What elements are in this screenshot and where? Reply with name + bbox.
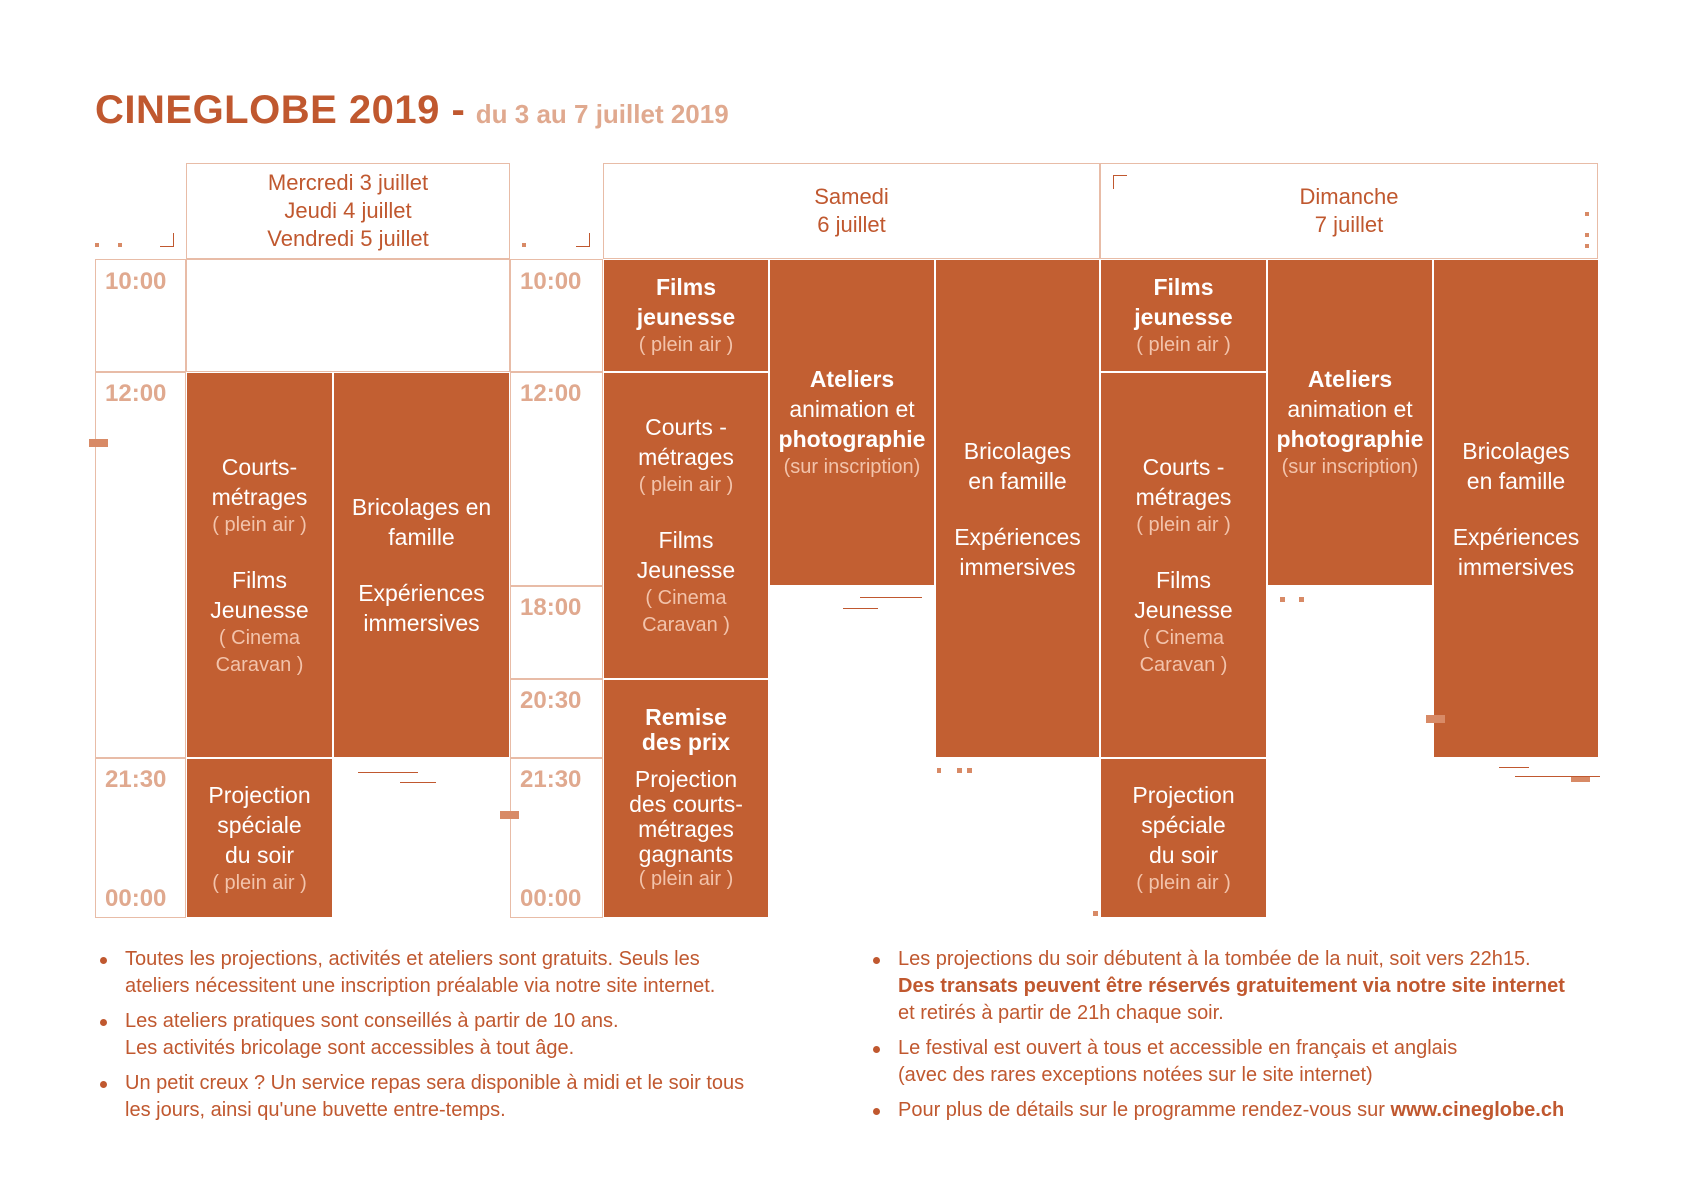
event-note: Caravan ) xyxy=(1139,653,1228,676)
note-text: Le festival est ouvert à tous et accessible en français et anglais xyxy=(898,1037,1458,1059)
decor-dot xyxy=(1280,597,1285,602)
note-text: les jours, ainsi qu'une buvette entre-temps. xyxy=(125,1099,506,1121)
decor-line xyxy=(1499,767,1529,768)
note-item xyxy=(95,1070,830,1124)
event-ateliers xyxy=(1267,259,1433,586)
event-title: Courts - xyxy=(645,414,727,440)
event-note: (sur inscription) xyxy=(1281,456,1419,478)
event-title: en famille xyxy=(1466,467,1566,494)
event-title: du soir xyxy=(224,841,295,868)
event-title: gagnants xyxy=(638,841,734,867)
event-note: ( plein air ) xyxy=(638,334,734,356)
note-text: (avec des rares exceptions notées sur le site internet) xyxy=(898,1064,1373,1086)
time-label: 21:30 xyxy=(520,766,582,793)
event-title: photographie xyxy=(1276,426,1424,452)
decor-line xyxy=(860,597,922,598)
decor-line xyxy=(400,782,436,783)
event-title: animation et xyxy=(789,396,915,422)
event-note: ( plein air ) xyxy=(212,513,307,536)
header-day: Samedi xyxy=(814,184,889,209)
event-title: Bricolages xyxy=(963,437,1072,464)
website-link[interactable]: www.cineglobe.ch xyxy=(1390,1099,1565,1121)
header-weekdays xyxy=(186,163,510,259)
event-title: Ateliers xyxy=(1307,366,1393,392)
event-courts-metrages xyxy=(186,372,333,758)
decor-dot xyxy=(1299,597,1304,602)
event-remise-des-prix xyxy=(603,679,769,918)
note-text-bold: Des transats peuvent être réservés gratuitement via notre site internet xyxy=(898,975,1565,997)
event-title: Bricolages en xyxy=(351,494,492,520)
event-title: animation et xyxy=(1287,396,1413,422)
title-main: CINEGLOBE 2019 - xyxy=(95,88,466,132)
time-slot xyxy=(95,372,186,758)
note-text: Pour plus de détails sur le programme rendez-vous sur xyxy=(898,1099,1385,1121)
event-note: ( plein air ) xyxy=(212,871,307,894)
time-label: 12:00 xyxy=(105,380,167,407)
event-note: ( plein air ) xyxy=(1136,871,1231,894)
event-title: Projection xyxy=(208,781,311,808)
event-title: Projection xyxy=(1132,781,1235,808)
note-text: et retirés à partir de 21h chaque soir. xyxy=(898,1002,1224,1024)
event-title: photographie xyxy=(778,426,926,452)
header-day: Vendredi 5 juillet xyxy=(267,226,429,251)
event-title: métrages xyxy=(638,444,734,470)
decor-dot xyxy=(937,768,941,773)
event-title: métrages xyxy=(1135,483,1232,510)
event-title: Expériences xyxy=(954,523,1081,550)
note-text: Les ateliers pratiques sont conseillés à partir de 10 ans. xyxy=(125,1010,619,1032)
notes-right xyxy=(868,946,1600,1132)
event-title: Films xyxy=(232,566,287,593)
event-title: Jeunesse xyxy=(210,596,309,623)
event-title: immersives xyxy=(1457,553,1575,580)
time-label: 10:00 xyxy=(520,268,582,295)
note-item xyxy=(868,946,1600,1027)
event-title: Films xyxy=(1156,566,1211,593)
decor-line xyxy=(1515,776,1600,777)
time-label: 18:00 xyxy=(520,594,582,621)
event-title: Expériences xyxy=(1452,523,1580,550)
event-note: ( Cinema xyxy=(218,626,301,649)
event-projection-speciale xyxy=(186,758,333,918)
event-note: (sur inscription) xyxy=(783,456,921,478)
empty-slot xyxy=(186,259,510,372)
event-courts-metrages xyxy=(603,372,769,679)
event-title: Films jeunesse xyxy=(636,274,736,330)
event-note: ( plein air ) xyxy=(1136,334,1231,356)
time-label: 00:00 xyxy=(105,885,167,912)
event-title: Films jeunesse xyxy=(1134,274,1233,330)
decor-bar xyxy=(1426,715,1445,723)
header-day: Mercredi 3 juillet xyxy=(267,170,429,195)
event-title: Jeunesse xyxy=(636,557,736,583)
event-title: spéciale xyxy=(1141,811,1226,838)
event-note: ( Cinema xyxy=(1142,626,1225,649)
event-title: immersives xyxy=(363,610,480,636)
decor-dot xyxy=(957,768,962,773)
event-title: Courts- xyxy=(221,453,298,480)
event-title: en famille xyxy=(968,467,1067,494)
event-title: Expériences xyxy=(358,580,485,606)
decor-dot xyxy=(522,243,526,247)
time-label: 00:00 xyxy=(520,885,582,912)
time-label: 21:30 xyxy=(105,766,167,793)
header-sunday xyxy=(1100,163,1598,259)
event-title: immersives xyxy=(959,553,1076,580)
event-note: ( plein air ) xyxy=(1136,513,1231,536)
event-bricolages xyxy=(935,259,1100,758)
time-label: 20:30 xyxy=(520,687,582,714)
decor-corner xyxy=(160,233,174,247)
event-title: des courts- xyxy=(629,791,743,817)
event-films-jeunesse xyxy=(603,259,769,372)
decor-line xyxy=(358,772,418,773)
event-note: ( plein air ) xyxy=(638,868,734,890)
event-title: famille xyxy=(388,524,455,550)
decor-bar xyxy=(89,439,108,447)
event-note: Caravan ) xyxy=(642,614,730,636)
event-title: du soir xyxy=(1148,841,1219,868)
event-ateliers xyxy=(769,259,935,586)
time-label: 10:00 xyxy=(105,268,167,295)
event-projection-speciale xyxy=(1100,758,1267,918)
header-day: 7 juillet xyxy=(1314,212,1384,237)
note-text: Un petit creux ? Un service repas sera disponible à midi et le soir tous xyxy=(125,1072,745,1094)
event-note: ( plein air ) xyxy=(638,474,734,496)
header-day: 6 juillet xyxy=(817,212,886,237)
decor-dot xyxy=(1585,244,1589,248)
decor-dot xyxy=(95,243,99,247)
event-title: Jeunesse xyxy=(1134,596,1233,623)
decor-bar xyxy=(500,811,519,819)
event-bricolages xyxy=(1433,259,1599,758)
decor-dot xyxy=(118,243,122,247)
event-note: Caravan ) xyxy=(215,653,304,676)
event-title: Films xyxy=(658,527,714,553)
event-title: spéciale xyxy=(217,811,302,838)
note-item xyxy=(868,1035,1600,1089)
decor-line xyxy=(843,608,878,609)
header-day: Dimanche xyxy=(1299,184,1399,209)
event-title: des prix xyxy=(641,729,731,755)
event-title: Remise xyxy=(645,704,727,730)
note-item xyxy=(868,1097,1600,1124)
event-bricolages xyxy=(333,372,510,758)
event-films-jeunesse xyxy=(1100,259,1267,372)
decor-corner xyxy=(1113,175,1127,189)
decor-dot xyxy=(1093,911,1098,916)
event-title: Courts - xyxy=(1142,453,1225,480)
note-text: Les activités bricolage sont accessibles à tout âge. xyxy=(125,1037,575,1059)
event-title: métrages xyxy=(638,816,734,842)
note-item xyxy=(95,1008,830,1062)
event-courts-metrages xyxy=(1100,372,1267,758)
decor-dot xyxy=(1585,233,1589,237)
header-saturday xyxy=(603,163,1100,259)
page-title xyxy=(95,88,729,133)
decor-dot xyxy=(967,768,972,773)
note-item xyxy=(95,946,830,1000)
note-text: ateliers nécessitent une inscription préalable via notre site internet. xyxy=(125,975,716,997)
note-text: Toutes les projections, activités et ateliers sont gratuits. Seuls les xyxy=(125,948,700,970)
event-title: Projection xyxy=(634,766,738,792)
decor-dot xyxy=(1585,212,1589,216)
header-day: Jeudi 4 juillet xyxy=(284,198,412,223)
event-note: ( Cinema xyxy=(645,587,727,609)
note-text: Les projections du soir débutent à la tombée de la nuit, soit vers 22h15. xyxy=(898,948,1531,970)
decor-corner xyxy=(576,233,590,247)
event-title: Bricolages xyxy=(1462,437,1570,464)
title-dates: du 3 au 7 juillet 2019 xyxy=(475,99,729,129)
time-label: 12:00 xyxy=(520,380,582,407)
event-title: Ateliers xyxy=(809,366,895,392)
notes-left xyxy=(95,946,830,1132)
event-title: métrages xyxy=(211,483,308,510)
